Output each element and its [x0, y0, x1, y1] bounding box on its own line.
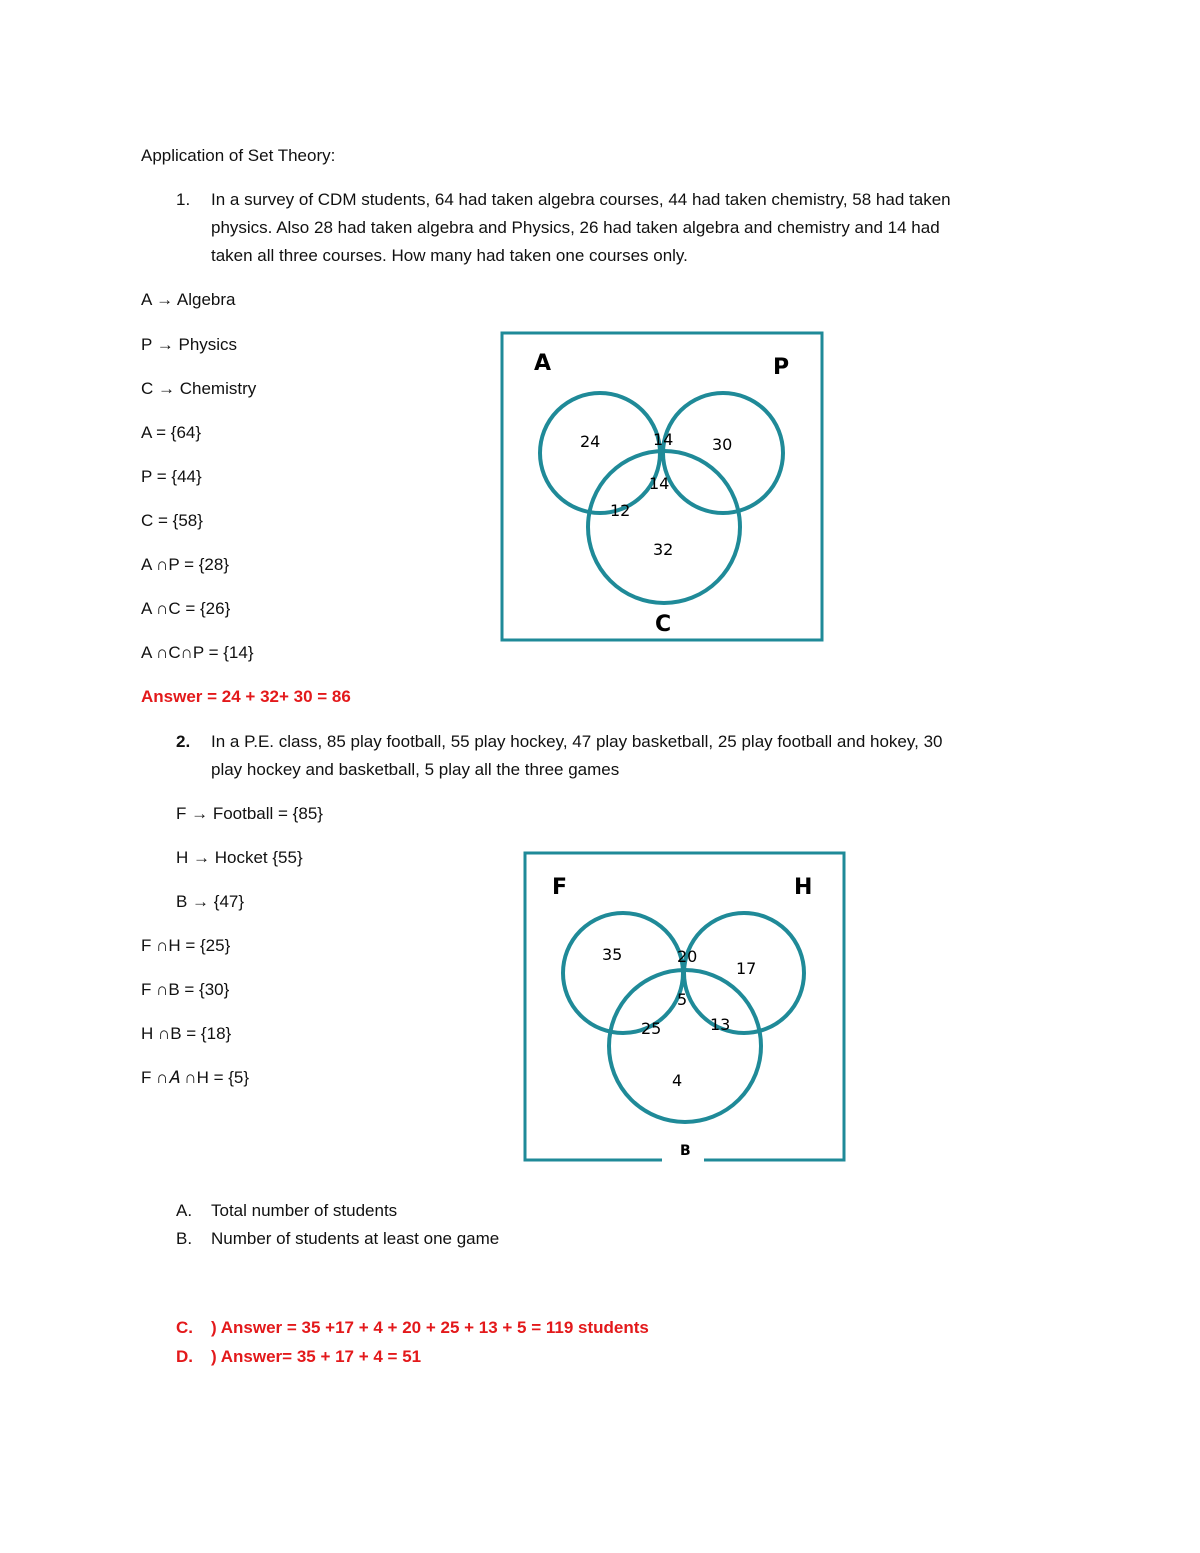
q1-def: C = {58}	[141, 511, 203, 530]
venn2-label-b: B	[680, 1143, 691, 1159]
q2-item-text: Total number of students	[211, 1201, 398, 1220]
q2-item-letter: A.	[176, 1201, 193, 1220]
q2-def: F ∩𝐴 ∩H = {5}	[141, 1068, 250, 1087]
q2-def: F → Football = {85}	[176, 804, 323, 823]
venn1-region-center: 14	[649, 474, 670, 493]
venn1-label-a: A	[534, 351, 552, 376]
venn1-region-p-only: 30	[712, 435, 733, 454]
venn-diagram-2	[522, 850, 848, 1166]
venn2-region-f-only: 35	[602, 945, 623, 964]
q2-def: H → Hocket {55}	[176, 848, 303, 867]
venn2-region-h-only: 17	[736, 959, 757, 978]
q2-def: H ∩B = {18}	[141, 1024, 232, 1043]
q2-number: 2.	[176, 732, 191, 751]
venn-diagram-1	[500, 330, 826, 644]
q2-text-line1: In a P.E. class, 85 play football, 55 play hockey, 47 play basketball, 25 play football and hokey, 30	[211, 732, 943, 751]
q2-item-text: Number of students at least one game	[211, 1229, 500, 1248]
q1-def: C → Chemistry	[141, 379, 257, 398]
venn2-region-h-b: 13	[710, 1015, 731, 1034]
q1-def: A ∩C∩P = {14}	[141, 643, 254, 662]
q2-def: F ∩H = {25}	[141, 936, 231, 955]
q2-def: B → {47}	[176, 892, 245, 911]
page-title: Application of Set Theory:	[141, 146, 336, 165]
venn1-label-p: P	[773, 355, 790, 380]
q1-text-line3: taken all three courses. How many had taken one courses only.	[211, 246, 688, 265]
q1-def: P = {44}	[141, 467, 202, 486]
venn2-region-f-b: 25	[641, 1019, 662, 1038]
venn1-region-a-c: 12	[610, 501, 631, 520]
q2-text-line2: play hockey and basketball, 5 play all the three games	[211, 760, 620, 779]
venn2-label-h: H	[794, 875, 813, 900]
venn2-label-f: F	[552, 875, 568, 900]
venn1-region-c-only: 32	[653, 540, 674, 559]
q2-answer-letter: C.	[176, 1318, 193, 1337]
venn2-region-center: 5	[677, 990, 688, 1009]
q2-def: F ∩B = {30}	[141, 980, 230, 999]
q1-text-line1: In a survey of CDM students, 64 had taken algebra courses, 44 had taken chemistry, 58 had taken	[211, 190, 951, 209]
venn1-region-a-only: 24	[580, 432, 601, 451]
q1-def: A ∩P = {28}	[141, 555, 230, 574]
q2-answer-text: ) Answer = 35 +17 + 4 + 20 + 25 + 13 + 5 = 119 students	[211, 1318, 649, 1337]
q1-def: P → Physics	[141, 335, 238, 354]
q1-def: A → Algebra	[141, 290, 236, 309]
q1-answer: Answer = 24 + 32+ 30 = 86	[141, 687, 351, 706]
venn1-region-a-p: 14	[653, 430, 674, 449]
q2-answer-letter: D.	[176, 1347, 193, 1366]
q1-number: 1.	[176, 190, 191, 209]
q1-def: A ∩C = {26}	[141, 599, 231, 618]
q1-text-line2: physics. Also 28 had taken algebra and Physics, 26 had taken algebra and chemistry and 14 had	[211, 218, 940, 237]
q2-answer-text: ) Answer= 35 + 17 + 4 = 51	[211, 1347, 422, 1366]
venn1-label-c: C	[655, 612, 672, 637]
venn2-region-b-only: 4	[672, 1071, 683, 1090]
venn2-region-f-h: 20	[677, 947, 698, 966]
q1-def: A = {64}	[141, 423, 202, 442]
q2-item-letter: B.	[176, 1229, 193, 1248]
